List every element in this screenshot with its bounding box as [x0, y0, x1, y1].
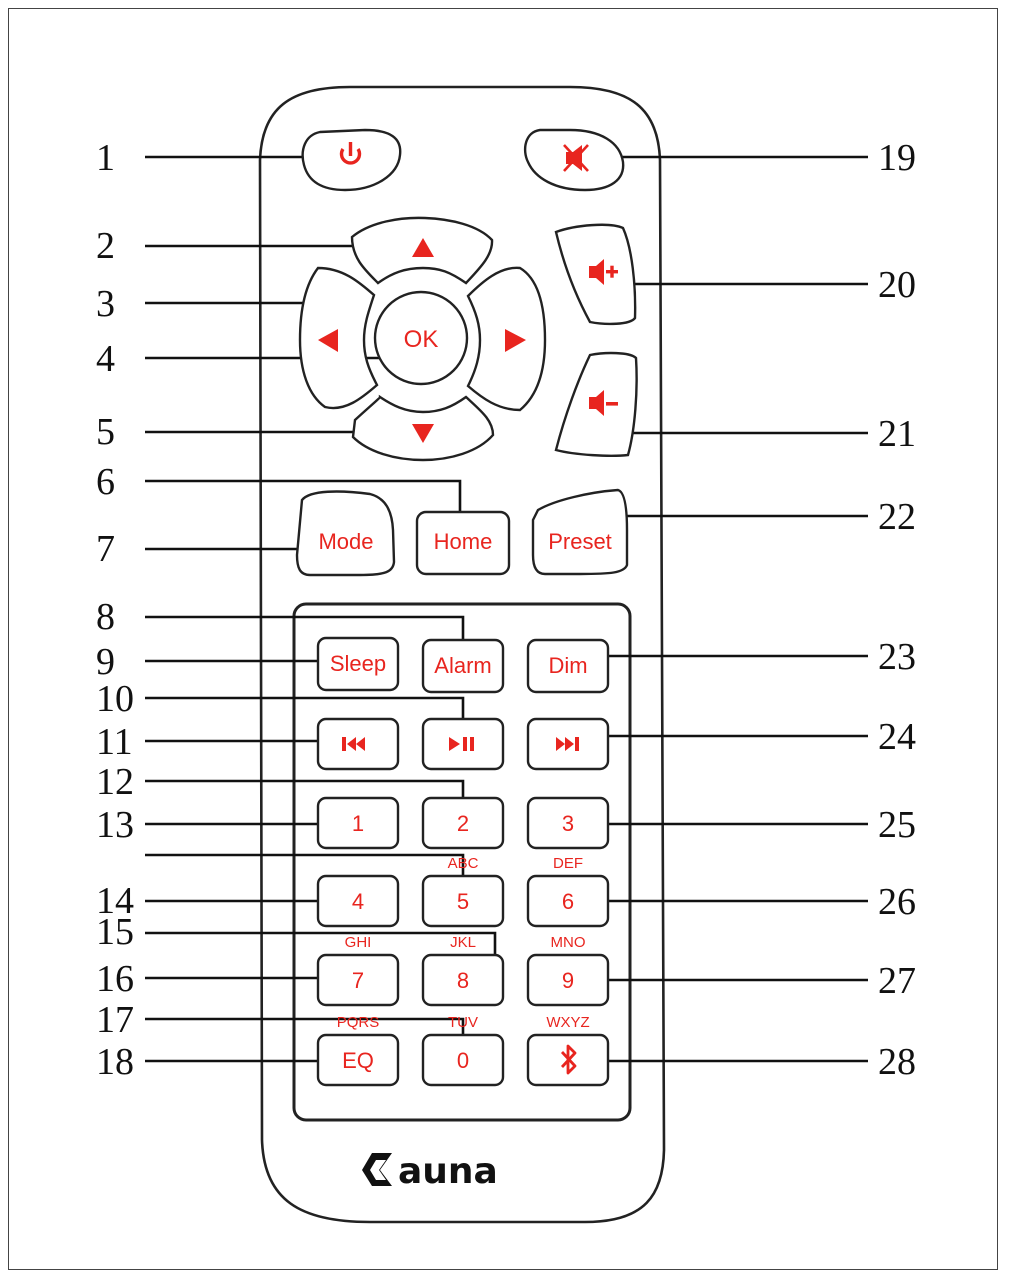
sublabel-ghi: GHI — [344, 934, 372, 951]
previous-track-button[interactable] — [318, 719, 398, 769]
callout-21: 21 — [878, 413, 916, 455]
home-label: Home — [433, 529, 493, 554]
number-2-button[interactable] — [423, 798, 503, 848]
callout-11: 11 — [96, 721, 133, 763]
mode-label: Mode — [318, 529, 374, 554]
alarm-button[interactable] — [423, 640, 503, 692]
number-7-label: 7 — [351, 968, 365, 993]
sublabel-wxyz: WXYZ — [546, 1014, 590, 1031]
number-9-button[interactable] — [528, 955, 608, 1005]
number-3-button[interactable] — [528, 798, 608, 848]
number-0-label: 0 — [456, 1048, 470, 1073]
number-0-button[interactable] — [423, 1035, 503, 1085]
callout-8: 8 — [96, 596, 115, 638]
callout-13: 13 — [96, 804, 134, 846]
number-4-label: 4 — [351, 889, 365, 914]
callout-28: 28 — [878, 1041, 916, 1083]
callout-26: 26 — [878, 881, 916, 923]
number-8-label: 8 — [456, 968, 470, 993]
callout-16: 16 — [96, 958, 134, 1000]
callout-3: 3 — [96, 283, 115, 325]
callout-20: 20 — [878, 264, 916, 306]
right-button[interactable] — [468, 268, 545, 410]
callouts-right — [878, 137, 916, 1083]
callout-27: 27 — [878, 960, 916, 1002]
callout-4: 4 — [96, 338, 115, 380]
callout-2: 2 — [96, 225, 115, 267]
callout-25: 25 — [878, 804, 916, 846]
callout-23: 23 — [878, 636, 916, 678]
number-1-button[interactable] — [318, 798, 398, 848]
home-button[interactable] — [417, 512, 509, 574]
callout-1: 1 — [96, 137, 115, 179]
next-track-button[interactable] — [528, 719, 608, 769]
callout-24: 24 — [878, 716, 916, 758]
number-1-label: 1 — [351, 811, 365, 836]
sublabel-mno: MNO — [550, 934, 586, 951]
sublabel-abc: ABC — [447, 855, 479, 872]
brand-wordmark: auna — [398, 1151, 498, 1192]
dim-label: Dim — [548, 653, 588, 678]
ok-label: OK — [403, 326, 439, 353]
callout-5: 5 — [96, 411, 115, 453]
number-4-button[interactable] — [318, 876, 398, 926]
number-5-button[interactable] — [423, 876, 503, 926]
sleep-button[interactable] — [318, 638, 398, 690]
sublabel-jkl: JKL — [450, 934, 476, 951]
callout-7: 7 — [96, 528, 115, 570]
bluetooth-button[interactable] — [528, 1035, 608, 1085]
dim-button[interactable] — [528, 640, 608, 692]
number-2-label: 2 — [456, 811, 470, 836]
callouts-left — [96, 137, 134, 1083]
sublabel-def: DEF — [553, 855, 583, 872]
preset-label: Preset — [548, 529, 612, 554]
sublabel-pqrs: PQRS — [336, 1014, 380, 1031]
number-9-label: 9 — [561, 968, 575, 993]
callout-6: 6 — [96, 461, 115, 503]
ok-button[interactable] — [375, 292, 467, 384]
callout-15: 15 — [96, 911, 134, 953]
callout-19: 19 — [878, 137, 916, 179]
callout-14: 14 — [96, 880, 134, 922]
alarm-label: Alarm — [434, 653, 492, 678]
sleep-label: Sleep — [329, 651, 387, 676]
number-7-button[interactable] — [318, 955, 398, 1005]
number-6-button[interactable] — [528, 876, 608, 926]
eq-button[interactable] — [318, 1035, 398, 1085]
callout-9: 9 — [96, 641, 115, 683]
number-3-label: 3 — [561, 811, 575, 836]
callout-17: 17 — [96, 999, 134, 1041]
eq-label: EQ — [342, 1048, 374, 1073]
mode-button[interactable] — [297, 492, 394, 575]
number-5-label: 5 — [456, 889, 470, 914]
number-8-button[interactable] — [423, 955, 503, 1005]
play-pause-button[interactable] — [423, 719, 503, 769]
callout-18: 18 — [96, 1041, 134, 1083]
sublabel-tuv: TUV — [448, 1014, 478, 1031]
number-6-label: 6 — [561, 889, 575, 914]
callout-12: 12 — [96, 761, 134, 803]
callout-22: 22 — [878, 496, 916, 538]
callout-10: 10 — [96, 678, 134, 720]
